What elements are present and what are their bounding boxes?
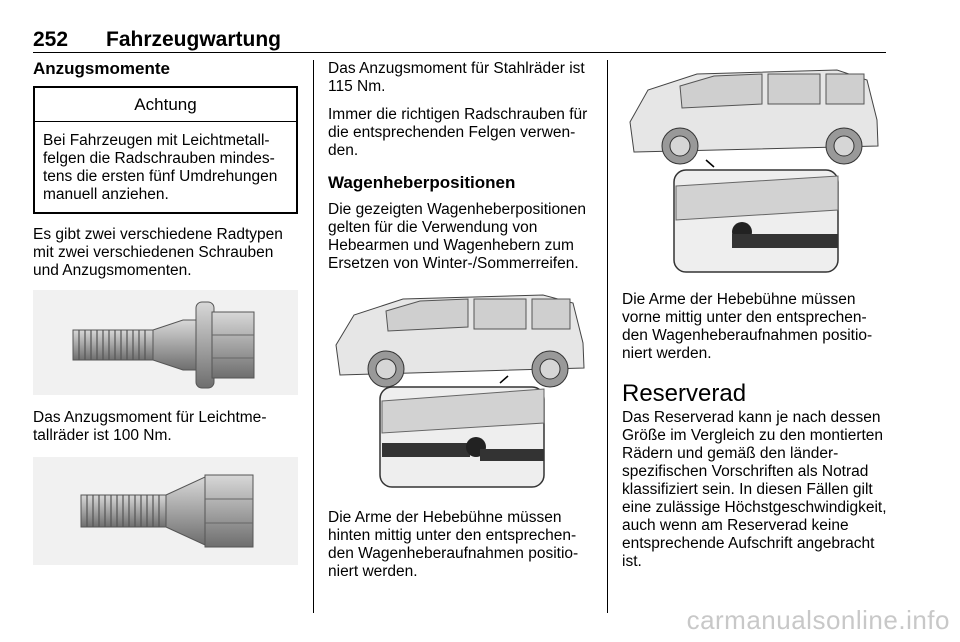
- paragraph: Das Anzugsmoment für Leichtmetallräder ist 100 Nm.: [33, 409, 267, 444]
- subheading: Wagenheberpositionen: [328, 173, 516, 192]
- section-title: Reserverad: [622, 380, 747, 407]
- steel-wheel-bolt-illustration: [33, 457, 298, 565]
- figure-caption: Die Arme der Hebebühne müssen hinten mittig unter den entsprechenden Wagenheberaufnahmen positioniert werden.: [328, 509, 579, 580]
- column-divider: [313, 60, 314, 613]
- paragraph: Immer die richtigen Radschrauben für die entsprechenden Felgen verwenden.: [328, 106, 588, 159]
- chapter-title: Fahrzeugwartung: [106, 28, 282, 51]
- paragraph: Das Anzugsmoment für Stahlräder ist 115 Nm.: [328, 60, 585, 95]
- figure-caption: Die Arme der Hebebühne müssen vorne mittig unter den entsprechenden Wagenheberaufnahmen positioniert werden.: [622, 291, 873, 362]
- column-3: [622, 60, 887, 581]
- warning-box: [33, 86, 298, 214]
- section-title: Anzugsmomente: [33, 59, 170, 78]
- page-header: [33, 28, 886, 53]
- column-divider: [607, 60, 608, 613]
- warning-title: Achtung: [35, 88, 296, 122]
- paragraph: Die gezeigten Wagenheberpositionen gelten für die Verwendung von Hebearmen und Wagenhebern zum Ersetzen von Winter-/Sommerreifen.: [328, 201, 586, 272]
- paragraph: Das Reserverad kann je nach dessen Größe im Vergleich zu den montierten Rädern und gemäß den länderspezifischen Vorschriften als Notrad klassifiziert sein. In diesen Fällen gilt eine zulässige Höchstgeschwindigkeit, auch wenn am Reserverad keine entsprechende Aufschrift angebracht ist.: [622, 409, 887, 570]
- warning-body: Bei Fahrzeugen mit Leichtmetallfelgen die Radschrauben mindestens die ersten fünf Umdrehungen manuell anziehen.: [43, 132, 278, 203]
- page-number: 252: [33, 28, 69, 51]
- rear-lift-point-illustration: [328, 283, 593, 495]
- column-2: [328, 60, 593, 591]
- paragraph: Es gibt zwei verschiedene Radtypen mit zwei verschiedenen Schrauben und Anzugsmomenten.: [33, 226, 283, 279]
- alloy-wheel-bolt-illustration: [33, 290, 298, 395]
- watermark: carmanualsonline.info: [686, 605, 950, 635]
- front-lift-point-illustration: [622, 60, 887, 275]
- column-1: [33, 60, 298, 565]
